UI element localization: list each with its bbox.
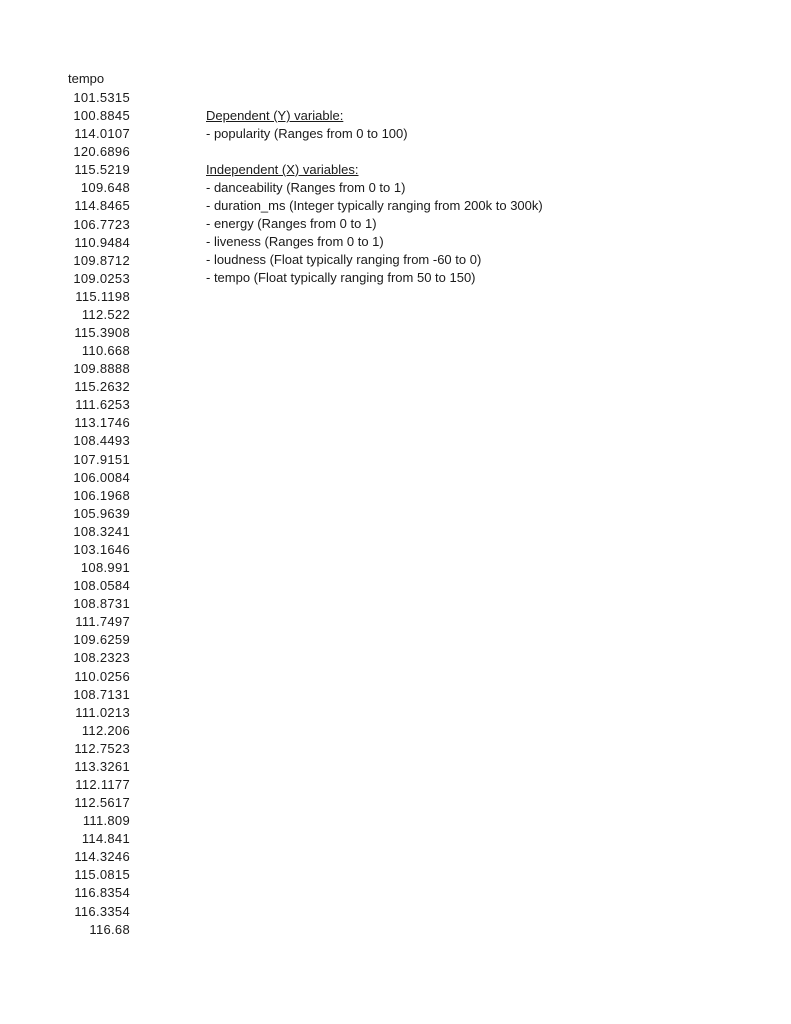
column-header-tempo[interactable]: tempo [68, 71, 105, 86]
table-cell[interactable]: 115.0815 [74, 867, 130, 883]
table-cell[interactable]: 108.7131 [73, 686, 130, 702]
table-cell[interactable]: 112.1177 [75, 776, 130, 792]
table-cell[interactable]: 114.3246 [74, 849, 130, 865]
table-cell[interactable]: 111.7497 [75, 614, 130, 630]
list-item: - loudness (Float typically ranging from -60 to 0) [206, 252, 482, 267]
list-item: - danceability (Ranges from 0 to 1) [206, 180, 406, 195]
table-cell[interactable]: 108.3241 [73, 523, 130, 539]
table-cell[interactable]: 114.0107 [74, 126, 130, 142]
table-cell[interactable]: 106.1968 [73, 487, 130, 503]
table-cell[interactable]: 105.9639 [73, 505, 130, 521]
table-cell[interactable]: 109.8712 [73, 252, 130, 268]
table-cell[interactable]: 112.206 [81, 722, 130, 738]
list-item: - popularity (Ranges from 0 to 100) [206, 126, 408, 141]
list-item: - tempo (Float typically ranging from 50 to 150) [206, 270, 476, 285]
table-cell[interactable]: 115.3908 [74, 325, 130, 341]
independent-variables-heading: Independent (X) variables: [206, 162, 359, 177]
table-cell[interactable]: 116.3354 [74, 903, 130, 919]
table-cell[interactable]: 111.809 [82, 813, 130, 829]
independent-variables-list [206, 179, 626, 287]
table-cell[interactable]: 108.0584 [73, 578, 130, 594]
table-cell[interactable]: 110.668 [81, 343, 130, 359]
list-item: - duration_ms (Integer typically ranging from 200k to 300k) [206, 198, 543, 213]
list-item: - energy (Ranges from 0 to 1) [206, 216, 377, 231]
tempo-values-column [62, 89, 130, 939]
table-cell[interactable]: 101.5315 [73, 90, 130, 105]
table-cell[interactable]: 109.0253 [73, 270, 130, 286]
table-cell[interactable]: 111.0213 [75, 704, 130, 720]
table-cell[interactable]: 115.1198 [75, 288, 130, 304]
table-cell[interactable]: 120.6896 [73, 144, 130, 160]
table-cell[interactable]: 103.1646 [73, 541, 130, 557]
table-cell[interactable]: 107.9151 [73, 451, 130, 467]
table-cell[interactable]: 109.648 [80, 180, 130, 196]
table-cell[interactable]: 116.8354 [74, 885, 130, 901]
table-cell[interactable]: 106.7723 [73, 216, 130, 232]
table-cell[interactable]: 108.991 [80, 560, 130, 576]
table-cell[interactable]: 112.5617 [74, 795, 130, 811]
table-cell[interactable]: 108.4493 [73, 433, 130, 449]
table-cell[interactable]: 100.8845 [73, 108, 130, 124]
table-cell[interactable]: 110.9484 [74, 234, 130, 250]
table-cell[interactable]: 106.0084 [73, 469, 130, 485]
spacer [206, 143, 626, 161]
table-cell[interactable]: 108.8731 [73, 596, 130, 612]
dependent-variable-heading: Dependent (Y) variable: [206, 108, 344, 123]
table-cell[interactable]: 108.2323 [73, 650, 130, 666]
dependent-variable-list [206, 125, 626, 143]
table-cell[interactable]: 112.522 [81, 306, 130, 322]
table-cell[interactable]: 112.7523 [74, 740, 130, 756]
table-cell[interactable]: 115.2632 [74, 379, 130, 395]
table-cell[interactable]: 116.68 [89, 921, 130, 937]
table-cell[interactable]: 109.6259 [73, 632, 130, 648]
table-cell[interactable]: 113.1746 [74, 415, 130, 431]
table-cell[interactable]: 109.8888 [73, 361, 130, 377]
table-cell[interactable]: 110.0256 [74, 668, 130, 684]
list-item: - liveness (Ranges from 0 to 1) [206, 234, 384, 249]
table-cell[interactable]: 113.3261 [74, 758, 130, 774]
table-cell[interactable]: 111.6253 [75, 397, 130, 413]
table-cell[interactable]: 115.5219 [74, 162, 130, 178]
variable-notes [206, 107, 626, 287]
table-cell[interactable]: 114.841 [81, 831, 130, 847]
table-cell[interactable]: 114.8465 [74, 198, 130, 214]
